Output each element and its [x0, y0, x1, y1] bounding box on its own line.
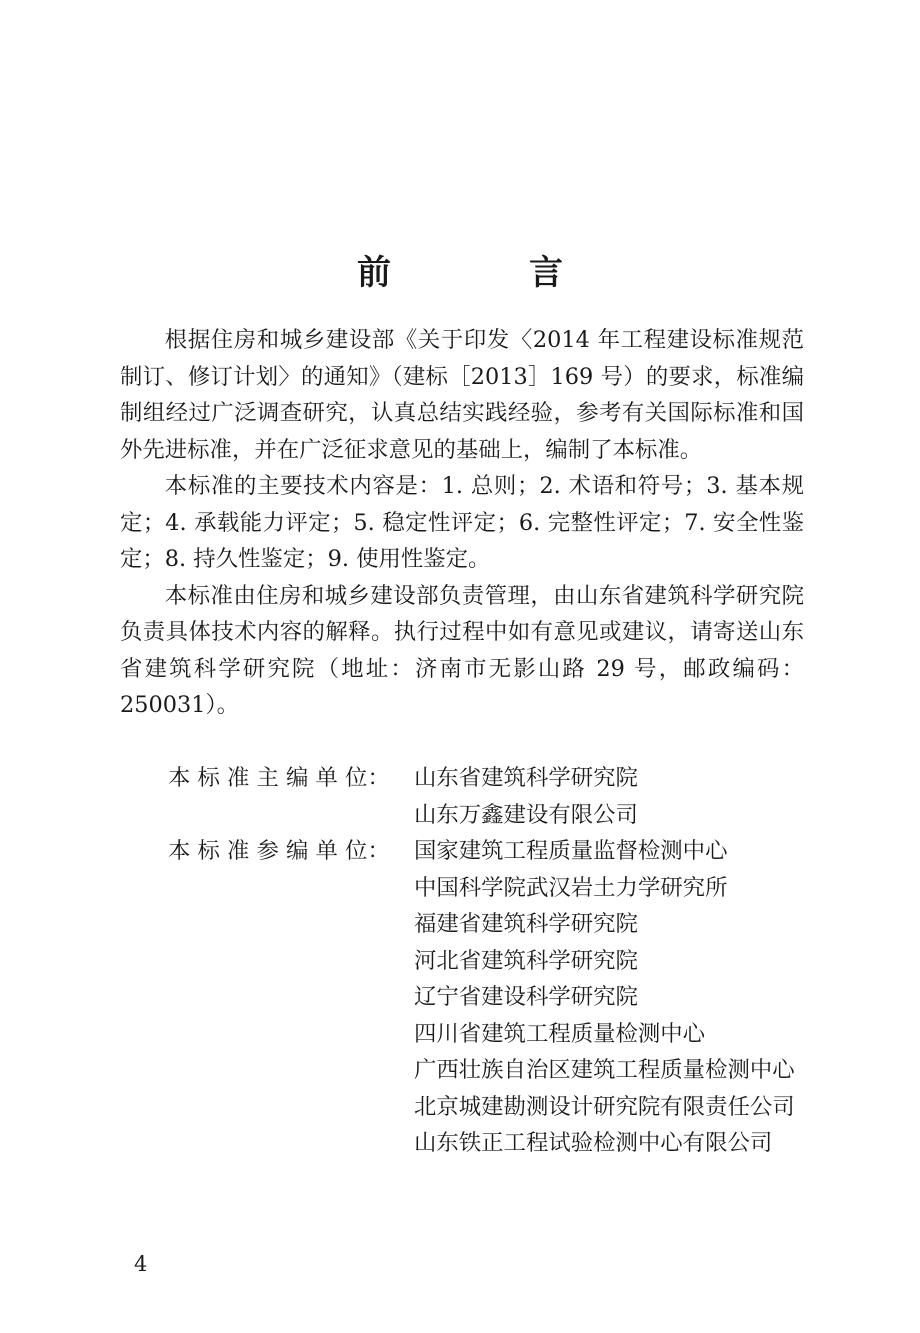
- chief-editor-list: [414, 760, 808, 833]
- participating-editor-item: 山东铁正工程试验检测中心有限公司: [414, 1130, 773, 1156]
- chief-editor-label: 本 标 准 主 编 单 位：: [168, 765, 390, 791]
- page-number: 4: [134, 1252, 148, 1276]
- participating-editor-label: 本 标 准 参 编 单 位：: [168, 838, 390, 864]
- participating-editor-item: 河北省建筑科学研究院: [414, 947, 638, 974]
- participating-editor-item: 北京城建勘测设计研究院有限责任公司: [414, 1093, 795, 1120]
- paragraph-management: 本标准由住房和城乡建设部负责管理，由山东省建筑科学研究院负责具体技术内容的解释。执行过程中如有意见或建议，请寄送山东省建筑科学研究院（地址：济南市无影山路 29 号，邮政编码：250031）。: [120, 582, 804, 718]
- paragraph-basis: 根据住房和城乡建设部《关于印发〈2014 年工程建设标准规范制订、修订计划〉的通知》（建标［2013］169 号）的要求，标准编制组经过广泛调查研究，认真总结实践经验，参考有关国际标准和国外先进标准，并在广泛征求意见的基础上，编制了本标准。: [120, 327, 804, 463]
- participating-editor-item: 四川省建筑工程质量检测中心: [414, 1020, 706, 1047]
- participating-editor-item: 辽宁省建设科学研究院: [414, 984, 638, 1010]
- participating-editor-item: 福建省建筑科学研究院: [414, 911, 638, 937]
- paragraph-contents: 本标准的主要技术内容是：1. 总则；2. 术语和符号；3. 基本规定；4. 承载能力评定；5. 稳定性评定；6. 完整性评定；7. 安全性鉴定；8. 持久性鉴定；9. 使用性鉴定。: [120, 473, 804, 572]
- chief-editor-item: 山东省建筑科学研究院: [414, 765, 638, 791]
- editor-units: [168, 760, 808, 1162]
- page-title: 前 言: [357, 252, 615, 293]
- participating-editor-item: 国家建筑工程质量监督检测中心: [414, 838, 728, 864]
- chief-editor-item: 山东万鑫建设有限公司: [414, 801, 638, 828]
- participating-editor-group: [168, 833, 808, 1162]
- participating-editor-item: 中国科学院武汉岩土力学研究所: [414, 874, 728, 901]
- body-text: [120, 322, 804, 724]
- participating-editor-list: [414, 833, 808, 1162]
- chief-editor-group: [168, 760, 808, 833]
- participating-editor-item: 广西壮族自治区建筑工程质量检测中心: [414, 1057, 795, 1083]
